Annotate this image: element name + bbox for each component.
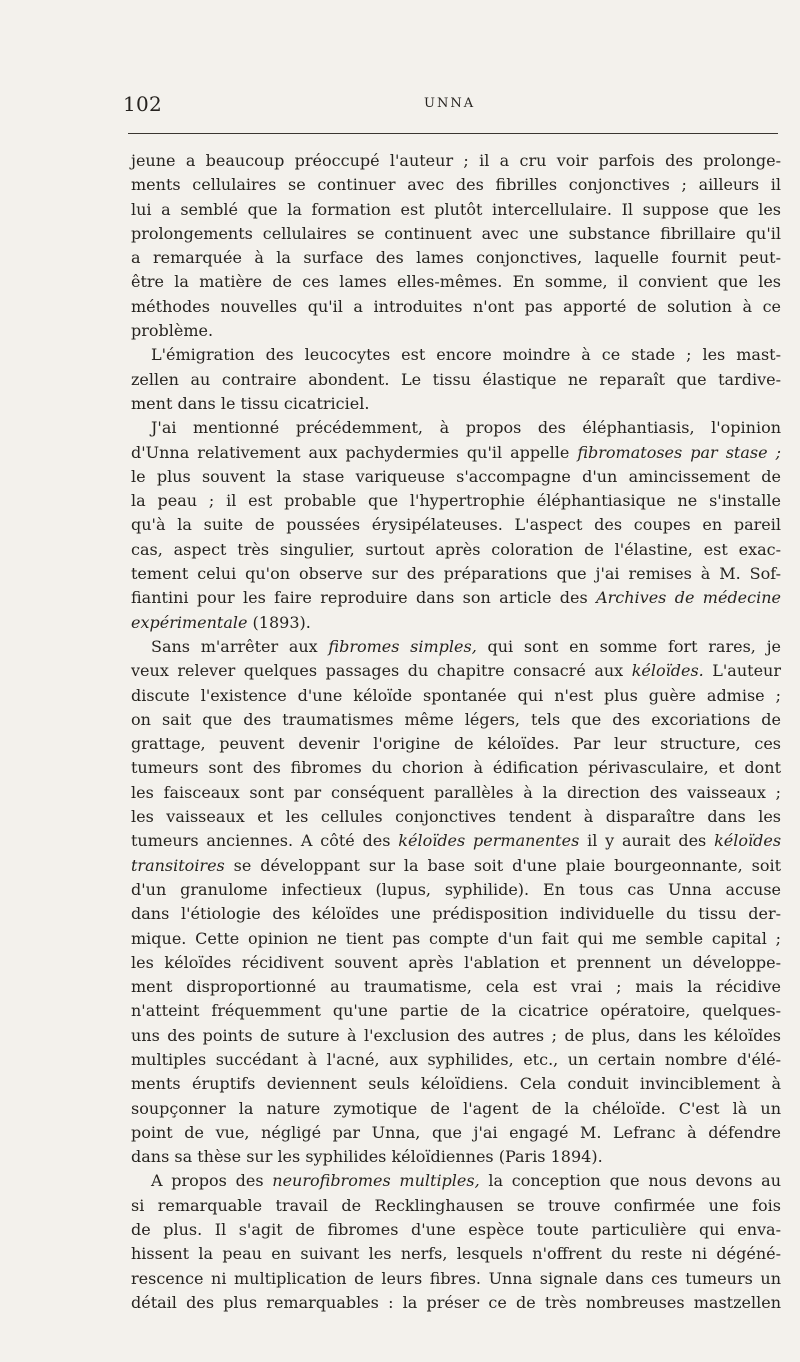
text-line: [131, 878, 781, 902]
line-text: si remarquable travail de Recklinghausen se trouve confirmée une fois: [131, 1195, 781, 1215]
text-line: [131, 538, 781, 562]
text-line: [131, 1048, 781, 1072]
line-text: le plus souvent la stase variqueuse s'accompagne d'un amincissement de: [131, 466, 781, 486]
text-line: [131, 854, 781, 878]
line-text: les kéloïdes récidivent souvent après l'ablation et prennent un développe-: [131, 952, 781, 972]
text-line: [131, 1218, 781, 1242]
text-line: [131, 1024, 781, 1048]
line-text: J'ai mentionné précédemment, à propos des éléphantiasis, l'opinion: [151, 418, 781, 438]
line-text: Sans m'arrêter aux: [151, 636, 329, 656]
text-line: [131, 416, 781, 440]
italic-text: transitoires: [131, 855, 225, 875]
text-line: [131, 927, 781, 951]
text-line: [131, 198, 781, 222]
body-text: [131, 149, 781, 1315]
line-text: point de vue, négligé par Unna, que j'ai engagé M. Lefranc à défendre: [131, 1122, 781, 1142]
text-line: [131, 999, 781, 1023]
line-text: ment dans le tissu cicatriciel.: [131, 393, 370, 413]
text-line: [131, 1097, 781, 1121]
line-text: se développant sur la base soit d'une plaie bourgeonnante, soit: [224, 855, 781, 875]
line-text: être la matière de ces lames elles-mêmes. En somme, il convient que les: [131, 272, 781, 292]
line-text: n'atteint fréquemment qu'une partie de la cicatrice opératoire, quelques-: [131, 1001, 781, 1021]
line-text: ment disproportionné au traumatisme, cela est vrai ; mais la récidive: [131, 977, 781, 997]
running-head: UNNA: [424, 96, 476, 111]
line-text: A propos des: [151, 1171, 273, 1191]
text-line: [131, 732, 781, 756]
text-line: [131, 659, 781, 683]
line-text: L'émigration des leucocytes est encore moindre à ce stade ; les mast-: [151, 345, 781, 365]
line-text: multiples succédant à l'acné, aux syphilides, etc., un certain nombre d'élé-: [131, 1049, 781, 1069]
text-line: [131, 270, 781, 294]
line-text: la peau ; il est probable que l'hypertrophie éléphantiasique ne s'installe: [131, 491, 781, 511]
text-line: [131, 1267, 781, 1291]
text-line: [131, 1169, 781, 1193]
text-line: [131, 246, 781, 270]
line-text: tumeurs anciennes. A côté des: [131, 831, 399, 851]
line-text: tement celui qu'on observe sur des préparations que j'ai remises à M. Sof-: [131, 564, 781, 584]
line-text: détail des plus remarquables : la préser ce de très nombreuses mastzellen: [131, 1292, 781, 1312]
line-text: les vaisseaux et les cellules conjonctives tendent à disparaître dans les: [131, 807, 781, 827]
line-text: les faisceaux sont par conséquent parallèles à la direction des vaisseaux ;: [131, 782, 781, 802]
text-line: [131, 1194, 781, 1218]
text-line: [131, 1072, 781, 1096]
line-text: (1893).: [247, 612, 311, 632]
line-text: jeune a beaucoup préoccupé l'auteur ; il a cru voir parfois des prolonge-: [131, 151, 781, 170]
line-text: d'un granulome infectieux (lupus, syphilide). En tous cas Unna accuse: [131, 879, 781, 899]
text-line: [131, 441, 781, 465]
italic-text: expérimentale: [131, 612, 248, 632]
text-line: [131, 1291, 781, 1315]
line-text: la conception que nous devons au: [479, 1171, 781, 1191]
line-text: discute l'existence d'une kéloïde spontanée qui n'est plus guère admise ;: [131, 685, 781, 705]
text-line: [131, 1242, 781, 1266]
text-line: [131, 562, 781, 586]
text-line: [131, 951, 781, 975]
line-text: lui a semblé que la formation est plutôt intercellulaire. Il suppose que les: [131, 199, 781, 219]
line-text: veux relever quelques passages du chapitre consacré aux: [131, 661, 632, 681]
line-text: soupçonner la nature zymotique de l'agent de la chéloïde. C'est là un: [131, 1098, 781, 1118]
text-line: [131, 295, 781, 319]
text-line: [131, 465, 781, 489]
text-line: [131, 368, 781, 392]
text-line: [131, 611, 781, 635]
text-line: [131, 343, 781, 367]
text-line: [131, 222, 781, 246]
line-text: on sait que des traumatismes même légers, tels que des excoriations de: [131, 709, 781, 729]
line-text: mique. Cette opinion ne tient pas compte d'un fait qui me semble capital ;: [131, 928, 781, 948]
text-line: [131, 1145, 781, 1169]
line-text: problème.: [131, 321, 214, 341]
text-line: [131, 1121, 781, 1145]
line-text: grattage, peuvent devenir l'origine de kéloïdes. Par leur structure, ces: [131, 734, 781, 754]
text-line: [131, 684, 781, 708]
line-text: rescence ni multiplication de leurs fibres. Unna signale dans ces tumeurs un: [131, 1268, 781, 1288]
line-text: qu'à la suite de poussées érysipélateuses. L'aspect des coupes en pareil: [131, 515, 781, 535]
line-text: uns des points de suture à l'exclusion des autres ; de plus, dans les kéloïdes: [131, 1025, 781, 1045]
line-text: il y aurait des: [579, 831, 715, 851]
text-line: [131, 392, 781, 416]
line-text: fiantini pour les faire reproduire dans son article des: [131, 588, 597, 608]
text-line: [131, 805, 781, 829]
italic-text: neurofibromes multiples,: [272, 1171, 480, 1191]
text-line: [131, 635, 781, 659]
text-line: [131, 319, 781, 343]
text-line: [131, 829, 781, 853]
line-text: dans sa thèse sur les syphilides kéloïdiennes (Paris 1894).: [131, 1147, 603, 1167]
line-text: zellen au contraire abondent. Le tissu élastique ne reparaît que tardive-: [131, 369, 781, 389]
italic-text: Archives de médecine: [596, 588, 782, 608]
line-text: qui sont en somme fort rares, je: [476, 636, 782, 656]
italic-text: kéloïdes permanentes: [398, 831, 580, 851]
line-text: prolongements cellulaires se continuent avec une substance fibrillaire qu'il: [131, 223, 781, 243]
italic-text: fibromatoses par stase ;: [577, 442, 782, 462]
text-line: [131, 781, 781, 805]
line-text: cas, aspect très singulier, surtout après coloration de l'élastine, est exac-: [131, 539, 781, 559]
page-header: [123, 92, 780, 120]
text-line: [131, 513, 781, 537]
text-line: [131, 708, 781, 732]
italic-text: fibromes simples,: [328, 636, 477, 656]
text-line: [131, 149, 781, 173]
text-line: [131, 489, 781, 513]
line-text: ments éruptifs deviennent seuls kéloïdiens. Cela conduit invinciblement à: [131, 1074, 781, 1094]
text-line: [131, 756, 781, 780]
line-text: ments cellulaires se continuer avec des fibrilles conjonctives ; ailleurs il: [131, 175, 781, 195]
text-line: [131, 902, 781, 926]
page-number: 102: [123, 92, 163, 116]
line-text: a remarquée à la surface des lames conjonctives, laquelle fournit peut-: [131, 248, 781, 268]
line-text: méthodes nouvelles qu'il a introduites n'ont pas apporté de solution à ce: [131, 296, 781, 316]
line-text: de plus. Il s'agit de fibromes d'une espèce toute particulière qui enva-: [131, 1220, 781, 1240]
line-text: tumeurs sont des fibromes du chorion à édification périvasculaire, et dont: [131, 758, 781, 778]
line-text: d'Unna relativement aux pachydermies qu'il appelle: [131, 442, 578, 462]
text-line: [131, 586, 781, 610]
text-line: [131, 975, 781, 999]
line-text: dans l'étiologie des kéloïdes une prédisposition individuelle du tissu der-: [131, 904, 781, 924]
text-line: [131, 173, 781, 197]
line-text: hissent la peau en suivant les nerfs, lesquels n'offrent du reste ni dégéné-: [131, 1244, 781, 1264]
header-rule: [128, 133, 778, 134]
italic-text: kéloïdes.: [631, 661, 704, 681]
line-text: L'auteur: [703, 661, 781, 681]
italic-text: kéloïdes: [714, 831, 782, 851]
